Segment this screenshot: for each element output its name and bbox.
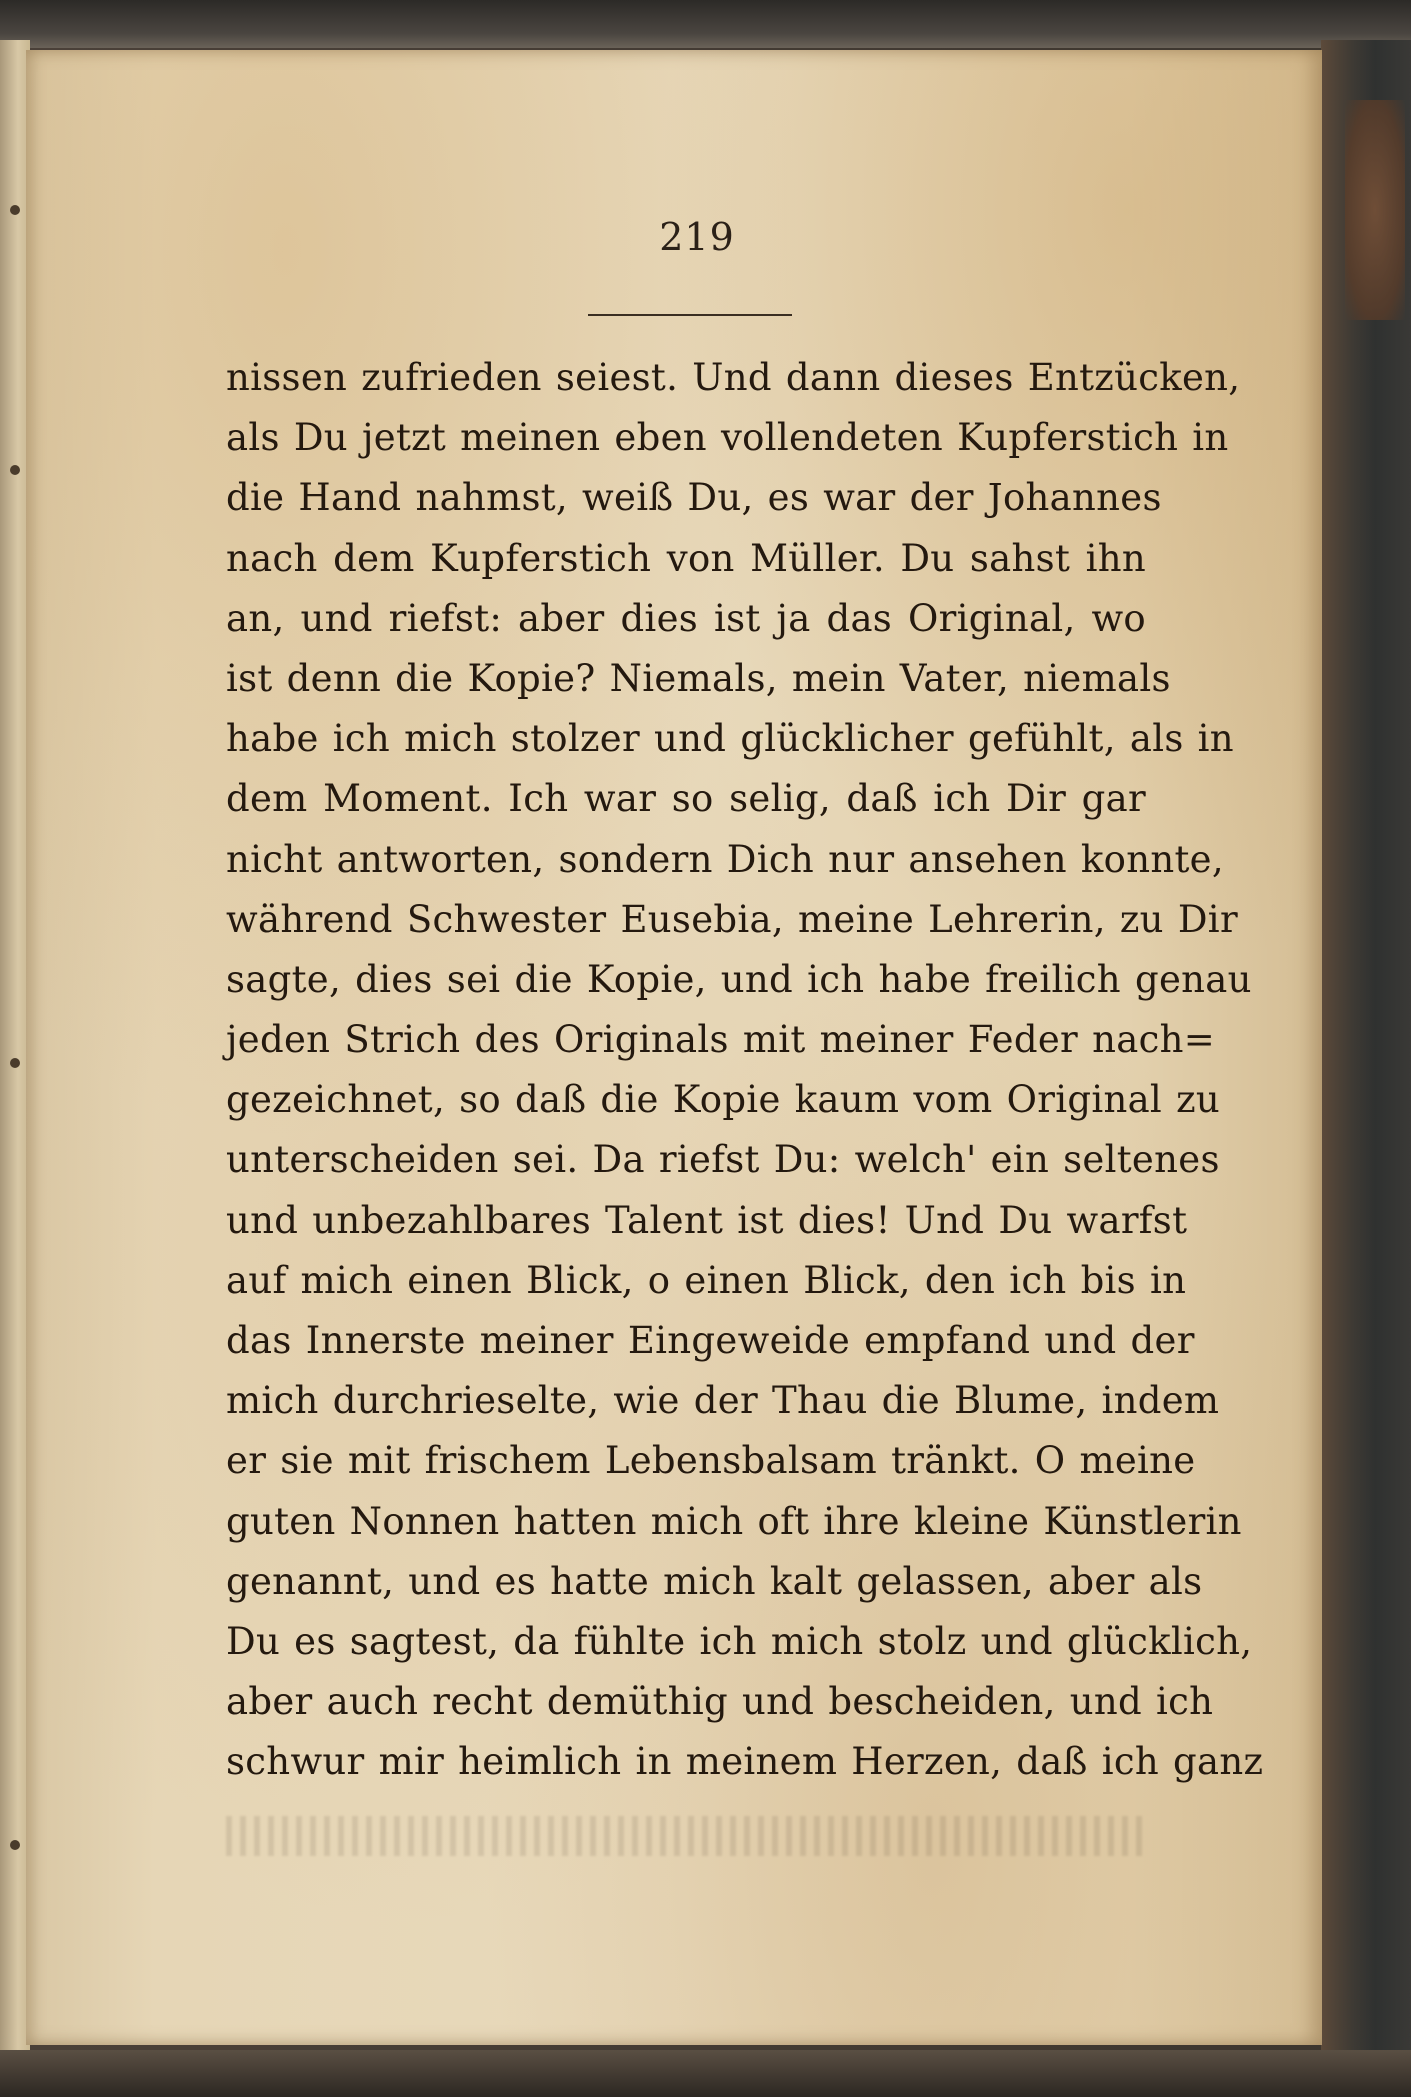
book-bottom-edge <box>0 2050 1411 2097</box>
text-line: auf mich einen Blick, o einen Blick, den ich bis in <box>226 1258 1187 1302</box>
bleed-through-text <box>226 1816 1146 1856</box>
text-line: mich durchrieselte, wie der Thau die Blume, indem <box>226 1379 1220 1423</box>
binding-thread-mark <box>10 1058 20 1068</box>
book-top-edge <box>0 0 1411 48</box>
page-number: 219 <box>659 215 735 259</box>
text-line: während Schwester Eusebia, meine Lehrerin, zu Dir <box>226 897 1238 941</box>
text-line: genannt, und es hatte mich kalt gelassen, aber als <box>226 1559 1203 1603</box>
binding-thread-mark <box>10 205 20 215</box>
text-line: nach dem Kupferstich von Müller. Du sahst ihn <box>226 536 1146 580</box>
text-line: das Innerste meiner Eingeweide empfand und der <box>226 1319 1195 1362</box>
text-line: er sie mit frischem Lebensbalsam tränkt. O meine <box>226 1439 1196 1483</box>
text-line: unterscheiden sei. Da riefst Du: welch' ein seltenes <box>226 1138 1220 1182</box>
binding-thread-mark <box>10 1840 20 1850</box>
text-line: als Du jetzt meinen eben vollendeten Kupferstich in <box>226 416 1229 460</box>
book-cover-edge <box>1321 40 1411 2097</box>
text-line: Du es sagtest, da fühlte ich mich stolz und glücklich, <box>226 1619 1253 1663</box>
text-line: habe ich mich stolzer und glücklicher gefühlt, als in <box>226 717 1234 761</box>
text-line: nicht antworten, sondern Dich nur ansehen konnte, <box>226 837 1224 881</box>
text-line: aber auch recht demüthig und bescheiden, und ich <box>226 1680 1214 1724</box>
text-line: guten Nonnen hatten mich oft ihre kleine Künstlerin <box>226 1499 1242 1543</box>
text-line: dem Moment. Ich war so selig, daß ich Dir gar <box>226 777 1146 821</box>
text-line: gezeichnet, so daß die Kopie kaum vom Original zu <box>226 1078 1221 1122</box>
text-line: ist denn die Kopie? Niemals, mein Vater, niemals <box>226 656 1171 700</box>
text-line: jeden Strich des Originals mit meiner Feder nach= <box>226 1018 1216 1062</box>
page-sheet <box>26 50 1322 2045</box>
text-line: schwur mir heimlich in meinem Herzen, daß ich ganz <box>226 1740 1264 1784</box>
body-text <box>226 348 1264 1793</box>
cover-leather-patch <box>1345 100 1405 320</box>
text-line: die Hand nahmst, weiß Du, es war der Johannes <box>226 476 1162 520</box>
text-line: nissen zufrieden seiest. Und dann dieses Entzücken, <box>226 356 1241 399</box>
header-rule <box>588 314 792 316</box>
binding-thread-mark <box>10 465 20 475</box>
text-line: und unbezahlbares Talent ist dies! Und Du warfst <box>226 1198 1188 1242</box>
text-line: sagte, dies sei die Kopie, und ich habe freilich genau <box>226 957 1252 1001</box>
text-line: an, und riefst: aber dies ist ja das Original, wo <box>226 596 1146 640</box>
